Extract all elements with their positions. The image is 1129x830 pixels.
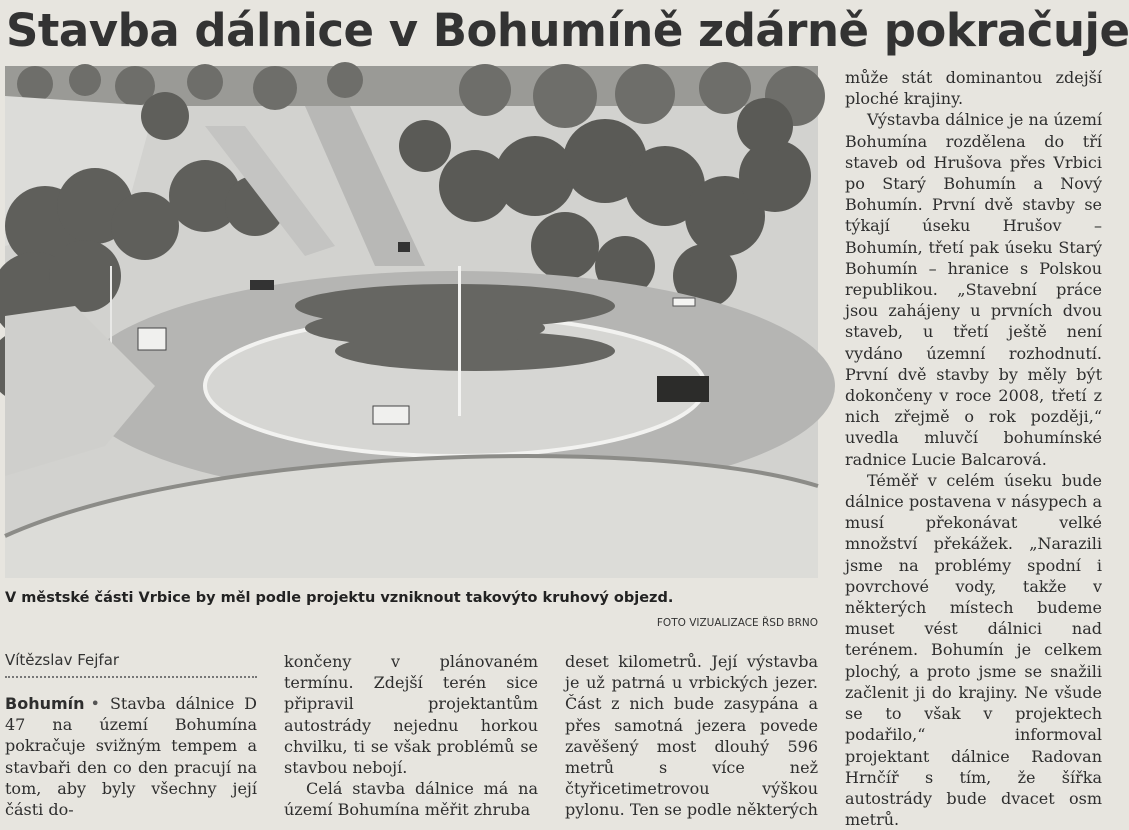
paragraph: Téměř v celém úseku bude dálnice postavena v násypech a musí překonávat velké množství překážek. „Narazili jsme na problémy spodní i povrchové vody, takže v některých místech budeme muset vést dálnici nad terénem. Bohumín je celkem plochý, a proto jsme se snažili začlenit ji do krajiny. Ne všude se to však v projektech podařilo,“ informoval projektant dálnice Radovan Hrnčíř s tím, že šířka autostrády bude dvacet osm metrů. [845, 470, 1102, 830]
article-photo [5, 66, 818, 578]
photo-credit: FOTO VIZUALIZACE ŘSD BRNO [656, 617, 818, 629]
paragraph: může stát dominantou zdejší ploché krajiny. [845, 68, 1102, 109]
article-column-1 [5, 693, 257, 820]
article-column-3 [565, 651, 818, 820]
article-column-4 [845, 67, 1102, 830]
headline: Stavba dálnice v Bohumíně zdárně pokračuje [6, 4, 1129, 57]
dateline-place: Bohumín [5, 694, 85, 713]
paragraph: Výstavba dálnice je na území Bohumína rozdělena do tří staveb od Hrušova přes Vrbici po Starý Bohumín a Nový Bohumín. První dvě stavby se týkají úseku Hrušov – Bohumín, třetí pak úseku Starý Bohumín – hranice s Polskou republikou. „Stavební práce jsou zahájeny u prvních dvou staveb, u třetí ještě není vydáno územní rozhodnutí. První dvě stavby by měly být dokončeny v roce 2008, třetí z nich zřejmě o rok později,“ uvedla mluvčí bohumínské radnice Lucie Balcarová. [845, 110, 1102, 469]
photo-caption: V městské části Vrbice by měl podle projektu vzniknout takovýto kruhový objezd. [5, 590, 674, 606]
paragraph: Celá stavba dálnice má na území Bohumína měřit zhruba [284, 779, 538, 820]
paragraph: končeny v plánovaném termínu. Zdejší terén sice připravil projektantům autostrády nejednu horkou chvilku, ti se však problémů se stavbou nebojí. [284, 652, 538, 778]
roundabout-visualization [5, 66, 818, 578]
article-column-2 [284, 651, 538, 820]
author-byline: Vítězslav Fejfar [5, 651, 257, 678]
lead-paragraph: Stavba dálnice D 47 na území Bohumína pokračuje svižným tempem a stavbaři den co den pracují na tom, aby byly všechny její části do- [5, 694, 257, 820]
dateline-bullet: • [90, 694, 100, 713]
paragraph: deset kilometrů. Její výstavba je už patrná u vrbických jezer. Část z nich bude zasypána a přes samotná jezera povede zavěšený most dlouhý 596 metrů s více než čtyřicetimetrovou výškou pylonu. Ten se podle některých [565, 652, 818, 820]
